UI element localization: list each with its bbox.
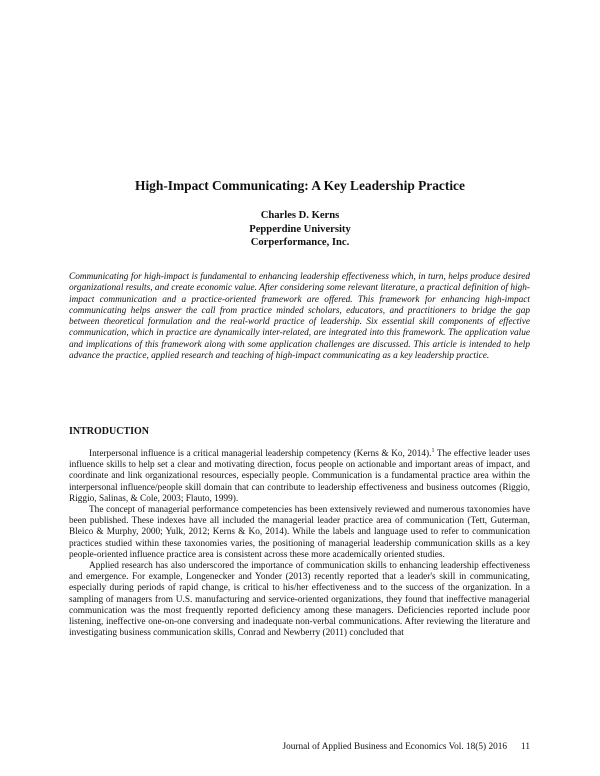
author-name: Charles D. Kerns <box>260 210 340 221</box>
page-number: 11 <box>521 742 530 752</box>
journal-citation: Journal of Applied Business and Economics Vol. 18(5) 2016 <box>282 742 508 752</box>
paper-title: High-Impact Communicating: A Key Leadership Practice <box>135 178 465 193</box>
abstract: Communicating for high-impact is fundamental to enhancing leadership effectiveness which, in turn, helps produce desired organizational results, and create economic value. After considering some relevant literature, a practical definition of high-impact communication and a practice-oriented framework are offered. This framework for enhancing high-impact communicating helps answer the call from practice minded scholars, educators, and practitioners to bridge the gap between theoretical formulation and the real-world practice of leadership. Six essential skill components of effective communication, which in practice are dynamically inter-related, are integrated into this framework. The application value and implications of this framework along with some application challenges are discussed. This article is intended to help advance the practice, applied research and teaching of high-impact communicating as a key leadership practice. <box>69 272 530 361</box>
author-affiliation-2: Corperformance, Inc. <box>250 237 350 248</box>
paragraph <box>69 449 530 505</box>
paragraph-1-text: Interpersonal influence is a critical managerial leadership competency (Kerns & Ko, 2014). <box>89 449 432 459</box>
paragraph: Applied research has also underscored the importance of communication skills to enhancing leadership effectiveness and emergence. For example, Longenecker and Yonder (2013) recently reported that a leader's skill in communicating, especially during periods of rapid change, is critical to his/her effectiveness and to the success of the organization. In a sampling of managers from U.S. manufacturing and service-oriented organizations, they found that ineffective managerial communication was the most frequently reported deficiency among these managers. Deficiencies reported include poor listening, ineffective one-on-one conversing and inadequate non-verbal communications. After reviewing the literature and investigating business communication skills, Conrad and Newberry (2011) concluded that <box>69 561 530 639</box>
author-affiliation-1: Pepperdine University <box>249 223 351 235</box>
page-footer <box>282 742 530 752</box>
body-text <box>69 449 530 639</box>
footnote-marker[interactable]: 1 <box>431 448 435 454</box>
paragraph-1-continued: The effective leader uses influence skills to help set a clear and motivating direction, focus people on actionable and important areas of impact, and coordinate and link organizational resources, especially people. Communication is a fundamental practice area within the interpersonal influence/people skill domain that can contribute to leadership effectiveness and business outcomes (Riggio, Riggio, Salinas, & Cole, 2003; Flauto, 1999). <box>69 449 530 504</box>
section-heading: INTRODUCTION <box>69 426 150 437</box>
author-block <box>0 209 600 250</box>
paragraph: The concept of managerial performance competencies has been extensively reviewed and numerous taxonomies have been published. These indexes have all included the managerial leader practice area of communication (Tett, Guterman, Bleico & Murphy, 2000; Yulk, 2012; Kerns & Ko, 2014). While the labels and language used to refer to communication practices studied within these taxonomies varies, the positioning of managerial leadership communication skills as a key people-oriented influence practice area is consistent across these more academically oriented studies. <box>69 505 530 560</box>
